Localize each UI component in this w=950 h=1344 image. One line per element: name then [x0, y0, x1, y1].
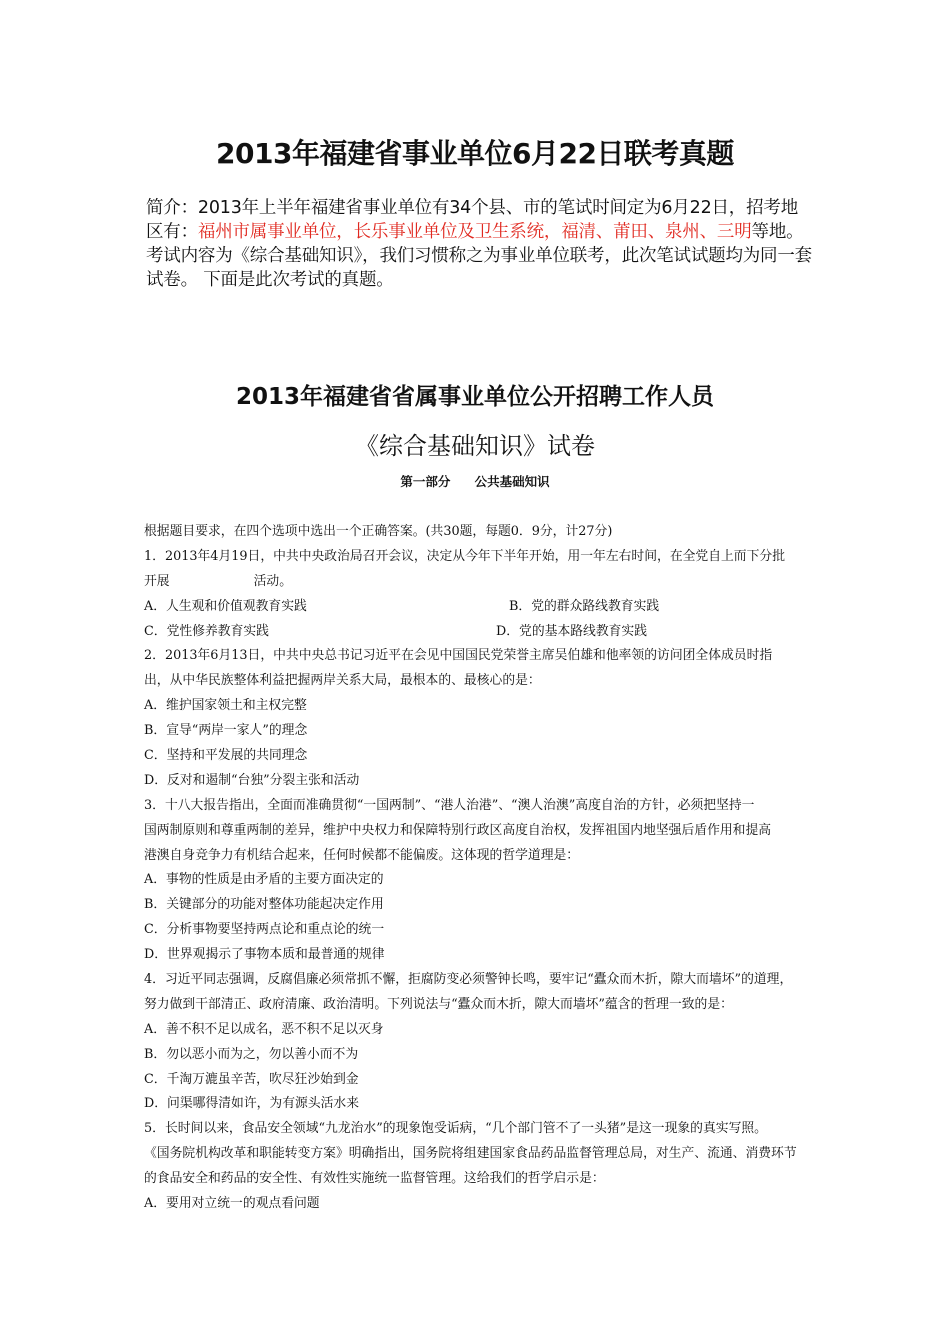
- option-a: A．要用对立统一的观点看问题: [144, 1196, 320, 1212]
- exam-subtitle: 《综合基础知识》试卷: [355, 432, 595, 460]
- question-5: [144, 1117, 812, 1217]
- option-d: D．反对和遏制“台独”分裂主张和活动: [144, 772, 360, 788]
- page-title: 2013年福建省事业单位6月22日联考真题: [216, 137, 734, 170]
- option-a: A．事物的性质是由矛盾的主要方面决定的: [144, 872, 384, 888]
- option-b: B．宣导“两岸一家人”的理念: [144, 723, 308, 739]
- question-text: 5．长时间以来，食品安全领域“九龙治水”的现象饱受诟病，“几个部门管不了一头猪”是这一现象的真实写照。: [144, 1121, 767, 1137]
- question-text: 1．2013年4月19日，中共中央政治局召开会议，决定从今年下半年开始，用一年左右时间，在全党自上而下分批: [144, 548, 785, 564]
- question-4: [144, 968, 812, 1117]
- exam-title: 2013年福建省省属事业单位公开招聘工作人员: [235, 384, 714, 410]
- option-row: [144, 595, 812, 620]
- question-text: 出，从中华民族整体利益把握两岸关系大局，最根本的、最核心的是：: [144, 673, 541, 689]
- question-text: 活动。: [253, 573, 292, 589]
- option-c: C．党性修养教育实践: [144, 623, 269, 639]
- intro-text-1: 简介：2013年上半年福建省事业单位有34个县、市的笔试时间定为6月22日，招考地区有：: [146, 198, 799, 242]
- intro-regions-highlight: 福州市属事业单位，长乐事业单位及卫生系统，福清、莆田、泉州、三明: [197, 222, 752, 242]
- question-text: 努力做到干部清正、政府清廉、政治清明。下列说法与“蠹众而木折，隙大而墙坏”蕴含的哲理一致的是：: [144, 996, 733, 1012]
- option-row: [144, 620, 812, 645]
- question-text: 开展: [144, 573, 170, 589]
- question-text: 的食品安全和药品的安全性、有效性实施统一监督管理。这给我们的哲学启示是：: [144, 1171, 605, 1187]
- question-1: [144, 545, 812, 645]
- option-c: C．千淘万漉虽辛苦，吹尽狂沙始到金: [144, 1071, 359, 1087]
- option-c: C．分析事物要坚持两点论和重点论的统一: [144, 922, 385, 938]
- instruction: 根据题目要求，在四个选项中选出一个正确答案。(共30题，每题0．9分，计27分): [144, 524, 613, 539]
- option-a: A．善不积不足以成名，恶不积不足以灭身: [144, 1021, 384, 1037]
- option-a: A．维护国家领土和主权完整: [144, 698, 307, 714]
- intro-paragraph: [146, 196, 812, 292]
- option-b: B．勿以恶小而为之，勿以善小而不为: [144, 1046, 359, 1062]
- option-c: C．坚持和平发展的共同理念: [144, 748, 308, 764]
- question-text: 国两制原则和尊重两制的差异，维护中央权力和保障特别行政区高度自治权，发挥祖国内地坚强后盾作用和提高: [144, 822, 772, 838]
- question-text: 4．习近平同志强调，反腐倡廉必须常抓不懈，拒腐防变必须警钟长鸣，要牢记“蠹众而木折，隙大而墙坏”的道理，: [144, 972, 793, 988]
- option-d: D．世界观揭示了事物本质和最普通的规律: [144, 947, 385, 963]
- option-b: B．党的群众路线教育实践: [509, 598, 660, 614]
- question-text: 《国务院机构改革和职能转变方案》明确指出，国务院将组建国家食品药品监督管理总局，对生产、流通、消费环节: [144, 1146, 797, 1162]
- option-d: D．问渠哪得清如许，为有源头活水来: [144, 1096, 360, 1112]
- question-text: 2．2013年6月13日，中共中央总书记习近平在会见中国国民党荣誉主席吴伯雄和他率领的访问团全体成员时指: [144, 648, 773, 664]
- question-text: 港澳自身竞争力有机结合起来，任何时候都不能偏废。这体现的哲学道理是：: [144, 847, 580, 863]
- question-2: [144, 644, 812, 793]
- question-text: [144, 570, 812, 595]
- intro-text-2: 等地。考试内容为《综合基础知识》，我们习惯称之为事业单位联考，此次笔试试题均为同一套试卷。 下面是此次考试的真题。: [146, 222, 812, 290]
- question-3: [144, 794, 812, 968]
- option-b: B．关键部分的功能对整体功能起决定作用: [144, 897, 384, 913]
- question-text: 3．十八大报告指出，全面而准确贯彻“一国两制”、“港人治港”、“澳人治澳”高度自治的方针，必须把坚持一: [144, 797, 755, 813]
- option-d: D．党的基本路线教育实践: [496, 623, 648, 639]
- option-a: A．人生观和价值观教育实践: [144, 598, 307, 614]
- part-heading: 第一部分 公共基础知识: [400, 474, 550, 489]
- questions-body: [144, 520, 812, 1217]
